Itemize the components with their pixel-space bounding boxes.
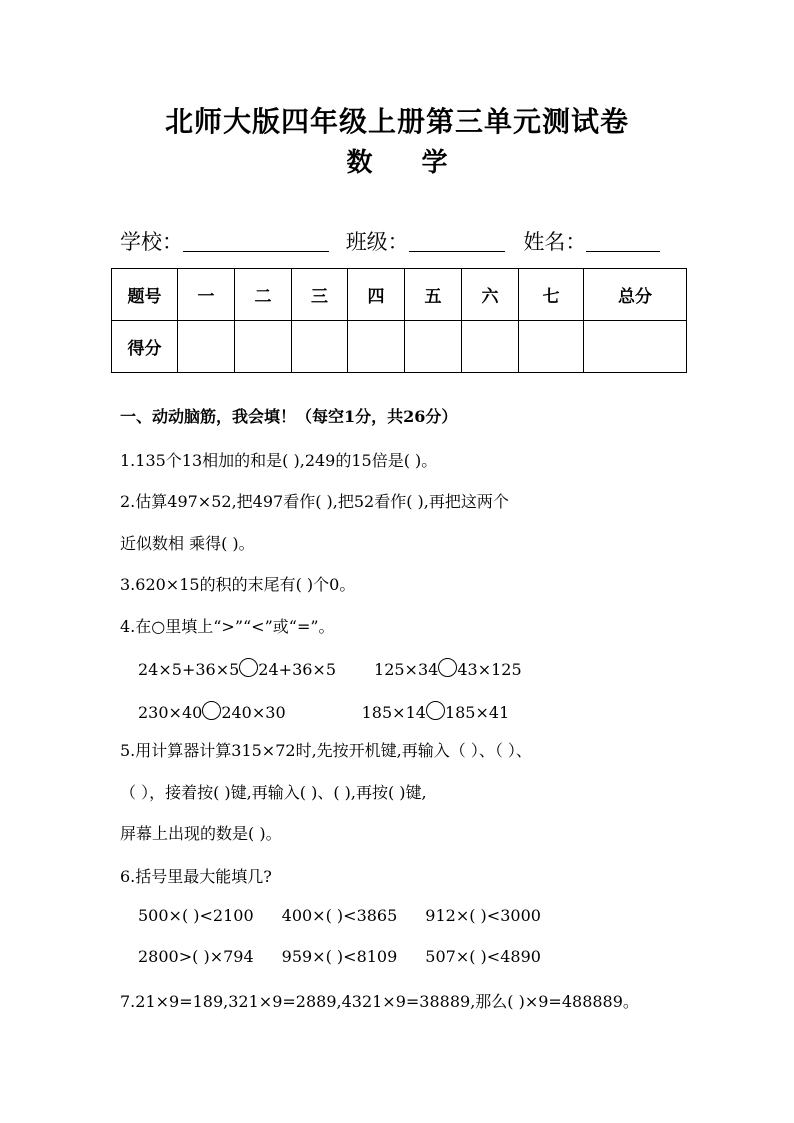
score-row-label: 得分: [112, 321, 178, 373]
score-header-cell: 一: [178, 269, 235, 321]
fill-expr: 959×( )<8109: [281, 947, 398, 966]
section-heading: 一、动动脑筋，我会填！（每空1分，共26分）: [120, 407, 458, 426]
score-table-score-row: [112, 321, 687, 373]
score-header-cell: 三: [292, 269, 348, 321]
score-header-cell: 四: [348, 269, 405, 321]
score-cell[interactable]: [584, 321, 687, 373]
fill-row: [138, 906, 541, 925]
compare-expr: 185×14: [361, 703, 426, 722]
score-cell[interactable]: [178, 321, 235, 373]
score-header-cell: 题号: [112, 269, 178, 321]
page-subject: 数 学: [346, 148, 448, 178]
compare-circle-icon[interactable]: [239, 658, 258, 677]
score-header-cell: 二: [235, 269, 292, 321]
question-line: （ ），接着按( )键,再输入( )、( ),再按( )键,: [120, 783, 427, 802]
name-field[interactable]: [586, 231, 660, 252]
fill-expr: 500×( )<2100: [138, 906, 254, 925]
compare-circle-icon[interactable]: [202, 701, 221, 720]
compare-expr: 24+36×5: [258, 660, 337, 679]
question-line: 5.用计算器计算315×72时,先按开机键,再输入（ ）、（ ）、: [120, 741, 532, 760]
compare-expr: 24×5+36×5: [138, 660, 240, 679]
score-cell[interactable]: [519, 321, 584, 373]
question-line: 3.620×15的积的末尾有( )个0。: [120, 575, 356, 594]
score-header-cell: 五: [405, 269, 462, 321]
score-cell[interactable]: [292, 321, 348, 373]
compare-expr: 185×41: [444, 703, 510, 722]
fill-row: [138, 947, 541, 966]
question-line: 屏幕上出现的数是( )。: [120, 824, 282, 843]
score-table: [111, 268, 687, 373]
question-line: 2.估算497×52,把497看作( ),把52看作( ),再把这两个: [120, 492, 509, 511]
score-table-header-row: [112, 269, 687, 321]
question-line: 4.在○里填上“>”“<”或“=”。: [120, 617, 335, 636]
compare-expr: 240×30: [221, 703, 286, 722]
class-label: 班级：: [345, 230, 409, 254]
fill-expr: 912×( )<3000: [425, 906, 541, 925]
class-field[interactable]: [409, 231, 505, 252]
name-label: 姓名：: [523, 230, 587, 254]
question-line: 近似数相 乘得( )。: [120, 534, 255, 553]
compare-expr: 43×125: [457, 660, 522, 679]
score-cell[interactable]: [235, 321, 292, 373]
score-header-cell: 总分: [584, 269, 687, 321]
fill-expr: 507×( )<4890: [425, 947, 541, 966]
student-info-row: [120, 226, 660, 256]
score-cell[interactable]: [405, 321, 462, 373]
fill-expr: 400×( )<3865: [281, 906, 398, 925]
compare-circle-icon[interactable]: [426, 701, 445, 720]
score-header-cell: 六: [462, 269, 519, 321]
page-title: 北师大版四年级上册第三单元测试卷: [164, 105, 629, 138]
school-label: 学校：: [120, 230, 183, 254]
compare-expr: 125×34: [374, 660, 439, 679]
question-line: 7.21×9=189,321×9=2889,4321×9=38889,那么( )×9=488889。: [120, 992, 639, 1011]
score-header-cell: 七: [519, 269, 584, 321]
compare-expr: 230×40: [138, 703, 203, 722]
compare-row: [138, 701, 509, 722]
fill-expr: 2800>( )×794: [138, 947, 254, 966]
score-cell[interactable]: [462, 321, 519, 373]
compare-circle-icon[interactable]: [438, 658, 457, 677]
school-field[interactable]: [183, 231, 329, 252]
score-cell[interactable]: [348, 321, 405, 373]
question-line: 1.135个13相加的和是( ),249的15倍是( )。: [120, 451, 438, 470]
question-line: 6.括号里最大能填几?: [120, 867, 272, 886]
compare-row: [138, 658, 522, 679]
